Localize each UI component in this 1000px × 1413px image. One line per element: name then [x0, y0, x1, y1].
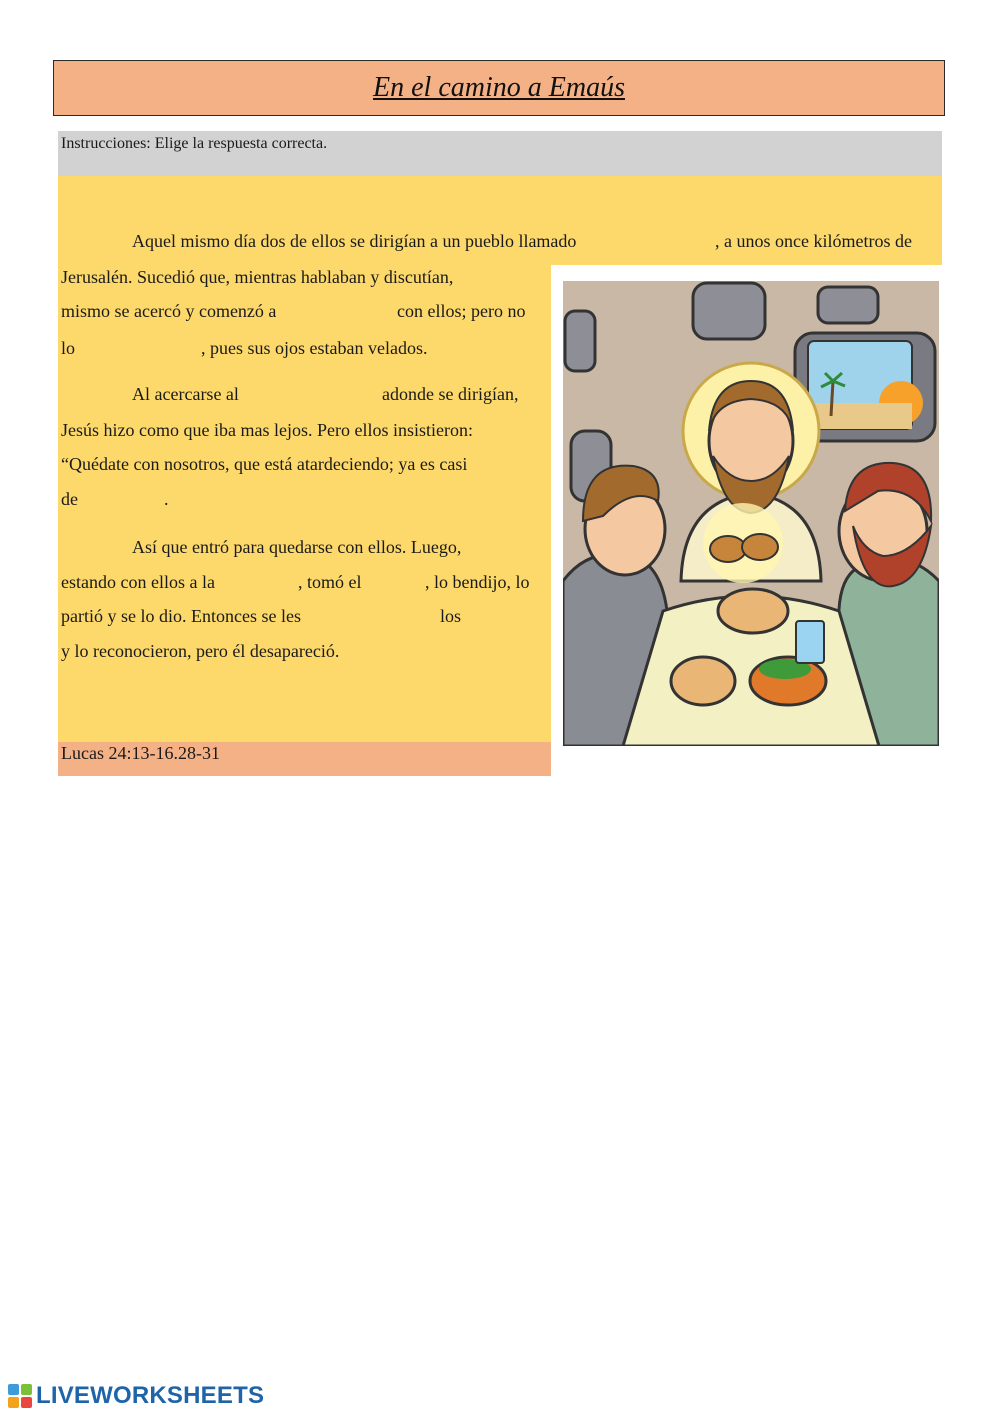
bible-reference: Lucas 24:13-16.28-31 [61, 743, 220, 763]
passage-line [715, 230, 912, 252]
answer-blank-caminar[interactable] [306, 300, 392, 322]
answer-blank-pan[interactable] [372, 571, 422, 593]
answer-blank-noche[interactable] [86, 488, 162, 510]
passage-text: , lo bendijo, lo [425, 572, 530, 592]
worksheet-title: En el camino a Emaús [373, 72, 625, 103]
passage-line [61, 571, 215, 593]
passage-line [61, 605, 301, 627]
liveworksheets-brand: LIVEWORKSHEETS [36, 1382, 265, 1409]
passage-text: Al acercarse al [132, 384, 239, 404]
passage-line [397, 300, 525, 322]
passage-line [61, 419, 473, 441]
passage-text: estando con ellos a la [61, 572, 215, 592]
passage-text: y lo reconocieron, pero él desapareció. [61, 641, 340, 661]
passage-line [382, 383, 518, 405]
passage-line [61, 640, 339, 662]
passage-text: Aquel mismo día dos de ellos se dirigían a un pueblo llamado [132, 231, 577, 251]
instructions-bar [58, 131, 942, 176]
answer-blank-ojos[interactable] [470, 605, 540, 627]
passage-text: adonde se dirigían, [382, 384, 519, 404]
passage-line [201, 337, 427, 359]
passage-line [132, 536, 461, 558]
passage-text: mismo se acercó y comenzó a [61, 301, 277, 321]
answer-blank-pueblo-2[interactable] [258, 383, 376, 405]
passage-text: , tomó el [298, 572, 362, 592]
liveworksheets-logo[interactable] [8, 1382, 264, 1410]
passage-line [132, 230, 576, 252]
answer-blank-abrieron[interactable] [334, 605, 434, 627]
passage-text: Jesús hizo como que iba mas lejos. Pero ellos insistieron: [61, 420, 473, 440]
answer-blank-reconocieron[interactable] [84, 337, 196, 359]
passage-text: Jerusalén. Sucedió que, mientras hablaban y discutían, [61, 267, 454, 287]
instructions-text: Instrucciones: Elige la respuesta correcta. [61, 135, 328, 152]
passage-text: con ellos; pero no [397, 301, 526, 321]
passage-text: de [61, 489, 78, 509]
passage-line [164, 488, 169, 510]
passage-text: partió y se lo dio. Entonces se les [61, 606, 301, 626]
emmaus-supper-illustration [563, 281, 939, 746]
passage-text: , a unos once kilómetros de [715, 231, 912, 251]
passage-line [425, 571, 530, 593]
passage-text: Así que entró para quedarse con ellos. Luego, [132, 537, 462, 557]
passage-text: “Quédate con nosotros, que está atardeciendo; ya es casi [61, 454, 468, 474]
passage-line [132, 383, 239, 405]
passage-line [440, 605, 461, 627]
passage-line [61, 337, 75, 359]
passage-text: . [164, 489, 169, 509]
passage-line [298, 571, 362, 593]
passage-text: los [440, 606, 462, 626]
worksheet-title-box [53, 60, 945, 116]
answer-blank-mesa[interactable] [236, 571, 294, 593]
passage-text: lo [61, 338, 76, 358]
passage-line [61, 488, 78, 510]
liveworksheets-logo-icon [8, 1384, 32, 1408]
passage-line [61, 453, 467, 475]
passage-text: , pues sus ojos estaban velados. [201, 338, 428, 358]
bible-reference-bar [58, 742, 551, 776]
passage-line [61, 300, 276, 322]
answer-blank-pueblo[interactable] [634, 230, 710, 252]
passage-line [61, 266, 453, 288]
